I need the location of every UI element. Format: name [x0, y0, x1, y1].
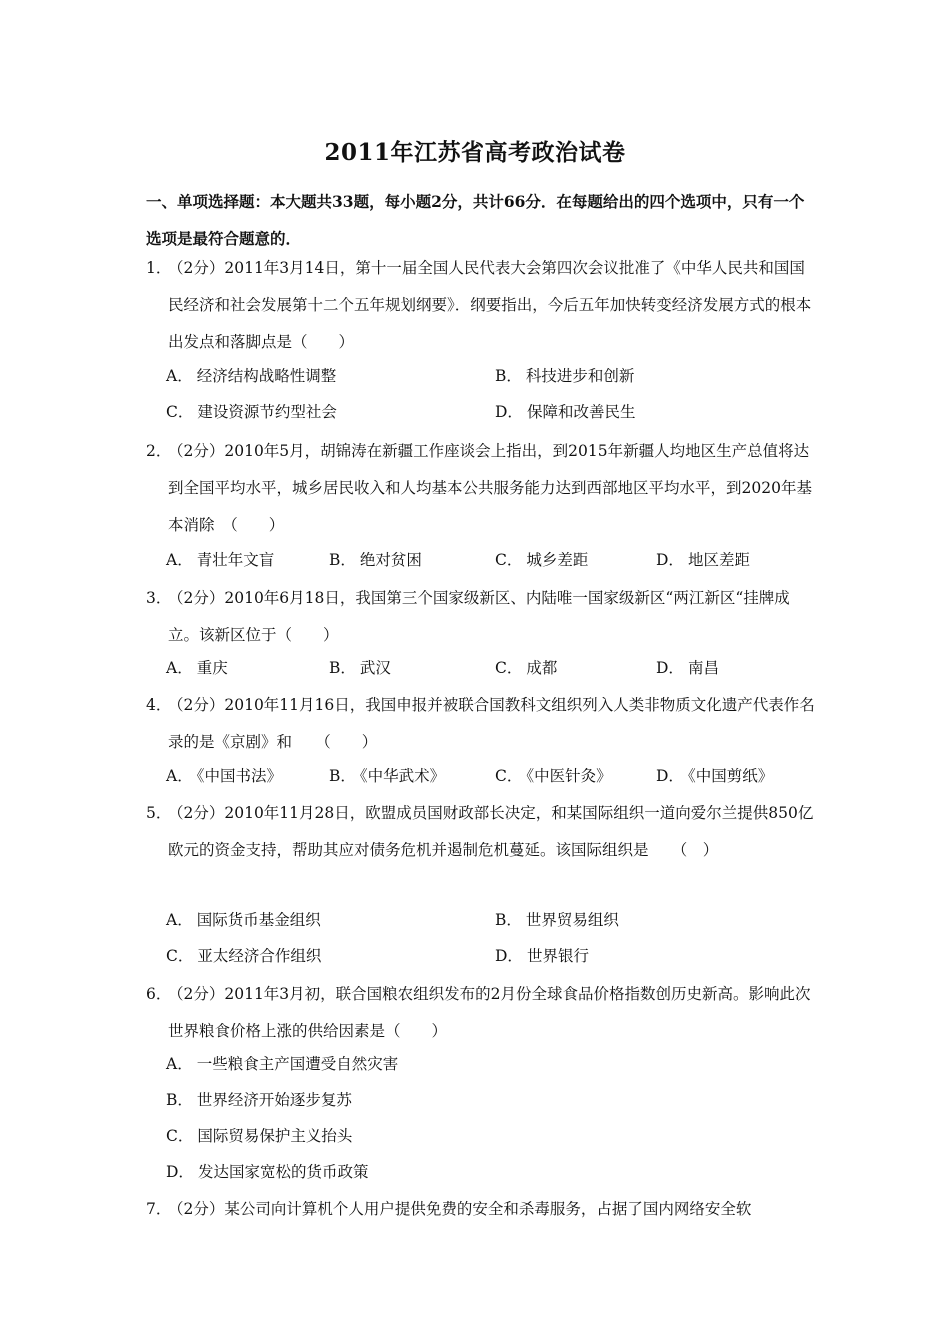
question-stem: （2分）某公司向计算机个人用户提供免费的安全和杀毒服务，占据了国内网络安全软	[168, 1200, 752, 1218]
question-2	[146, 433, 816, 544]
options-row	[166, 908, 816, 944]
question-number: 4．	[146, 696, 172, 714]
option-a[interactable]: A． 青壮年文盲	[166, 551, 275, 569]
option-b[interactable]: B． 科技进步和创新	[495, 367, 635, 385]
question-number: 6．	[146, 985, 172, 1003]
option-c[interactable]: C． 成都	[495, 659, 558, 677]
options-row	[166, 364, 816, 400]
question-7	[146, 1191, 816, 1228]
question-number: 7．	[146, 1200, 172, 1218]
page-title: 2011年江苏省高考政治试卷	[324, 139, 626, 166]
question-3	[146, 580, 816, 654]
option-c[interactable]: C． 国际贸易保护主义抬头	[166, 1127, 353, 1145]
question-stem: （2分）2010年5月，胡锦涛在新疆工作座谈会上指出，到2015年新疆人均地区生产总值将达到全国平均水平，城乡居民收入和人均基本公共服务能力达到西部地区平均水平，到2020年基本消除 （ ）	[168, 442, 812, 534]
option-d[interactable]: D． 保障和改善民生	[495, 403, 636, 421]
question-stem: （2分）2010年11月28日，欧盟成员国财政部长决定，和某国际组织一道向爱尔兰提供850亿欧元的资金支持，帮助其应对债务危机并遏制危机蔓延。该国际组织是 （ ）	[168, 804, 814, 859]
option-d[interactable]: D． 南昌	[656, 659, 719, 677]
option-c[interactable]: C． 城乡差距	[495, 551, 589, 569]
question-number: 1．	[146, 259, 172, 277]
option-d[interactable]: D． 地区差距	[656, 551, 750, 569]
question-5	[146, 795, 816, 869]
option-a[interactable]: A． 一些粮食主产国遭受自然灾害	[166, 1055, 399, 1073]
options-row	[166, 548, 816, 584]
question-stem: （2分）2010年6月18日，我国第三个国家级新区、内陆唯一国家级新区“两江新区“挂牌成立。该新区位于（ ）	[168, 589, 790, 644]
question-number: 2．	[146, 442, 172, 460]
option-a[interactable]: A． 经济结构战略性调整	[166, 367, 337, 385]
options-row	[166, 1124, 816, 1160]
options-row	[166, 400, 816, 436]
option-d[interactable]: D． 《中国剪纸》	[656, 767, 774, 785]
option-c[interactable]: C． 建设资源节约型社会	[166, 403, 337, 421]
options-row	[166, 1052, 816, 1088]
option-c[interactable]: C． 《中医针灸》	[495, 767, 612, 785]
options-row	[166, 944, 816, 980]
option-b[interactable]: B． 《中华武术》	[329, 767, 446, 785]
options-row	[166, 1088, 816, 1124]
question-stem: （2分）2011年3月14日，第十一届全国人民代表大会第四次会议批准了《中华人民共和国国民经济和社会发展第十二个五年规划纲要》．纲要指出，今后五年加快转变经济发展方式的根本出发点和落脚点是（ ）	[168, 259, 812, 351]
question-4	[146, 687, 816, 761]
option-a[interactable]: A． 国际货币基金组织	[166, 911, 321, 929]
option-c[interactable]: C． 亚太经济合作组织	[166, 947, 322, 965]
question-stem: （2分）2011年3月初，联合国粮农组织发布的2月份全球食品价格指数创历史新高。影响此次世界粮食价格上涨的供给因素是（ ）	[168, 985, 811, 1040]
question-number: 5．	[146, 804, 172, 822]
option-b[interactable]: B． 武汉	[329, 659, 391, 677]
option-b[interactable]: B． 绝对贫困	[329, 551, 422, 569]
question-1	[146, 250, 816, 361]
question-number: 3．	[146, 589, 172, 607]
option-b[interactable]: B． 世界经济开始逐步复苏	[166, 1091, 352, 1109]
option-d[interactable]: D． 发达国家宽松的货币政策	[166, 1163, 369, 1181]
question-stem: （2分）2010年11月16日，我国申报并被联合国教科文组织列入人类非物质文化遗产代表作名录的是《京剧》和 （ ）	[168, 696, 815, 751]
option-d[interactable]: D． 世界银行	[495, 947, 589, 965]
option-a[interactable]: A． 《中国书法》	[166, 767, 282, 785]
section-header: 一、单项选择题：本大题共33题，每小题2分，共计66分．在每题给出的四个选项中，只有一个选项是最符合题意的．	[146, 192, 805, 248]
option-b[interactable]: B． 世界贸易组织	[495, 911, 619, 929]
option-a[interactable]: A． 重庆	[166, 659, 228, 677]
question-6	[146, 976, 816, 1050]
